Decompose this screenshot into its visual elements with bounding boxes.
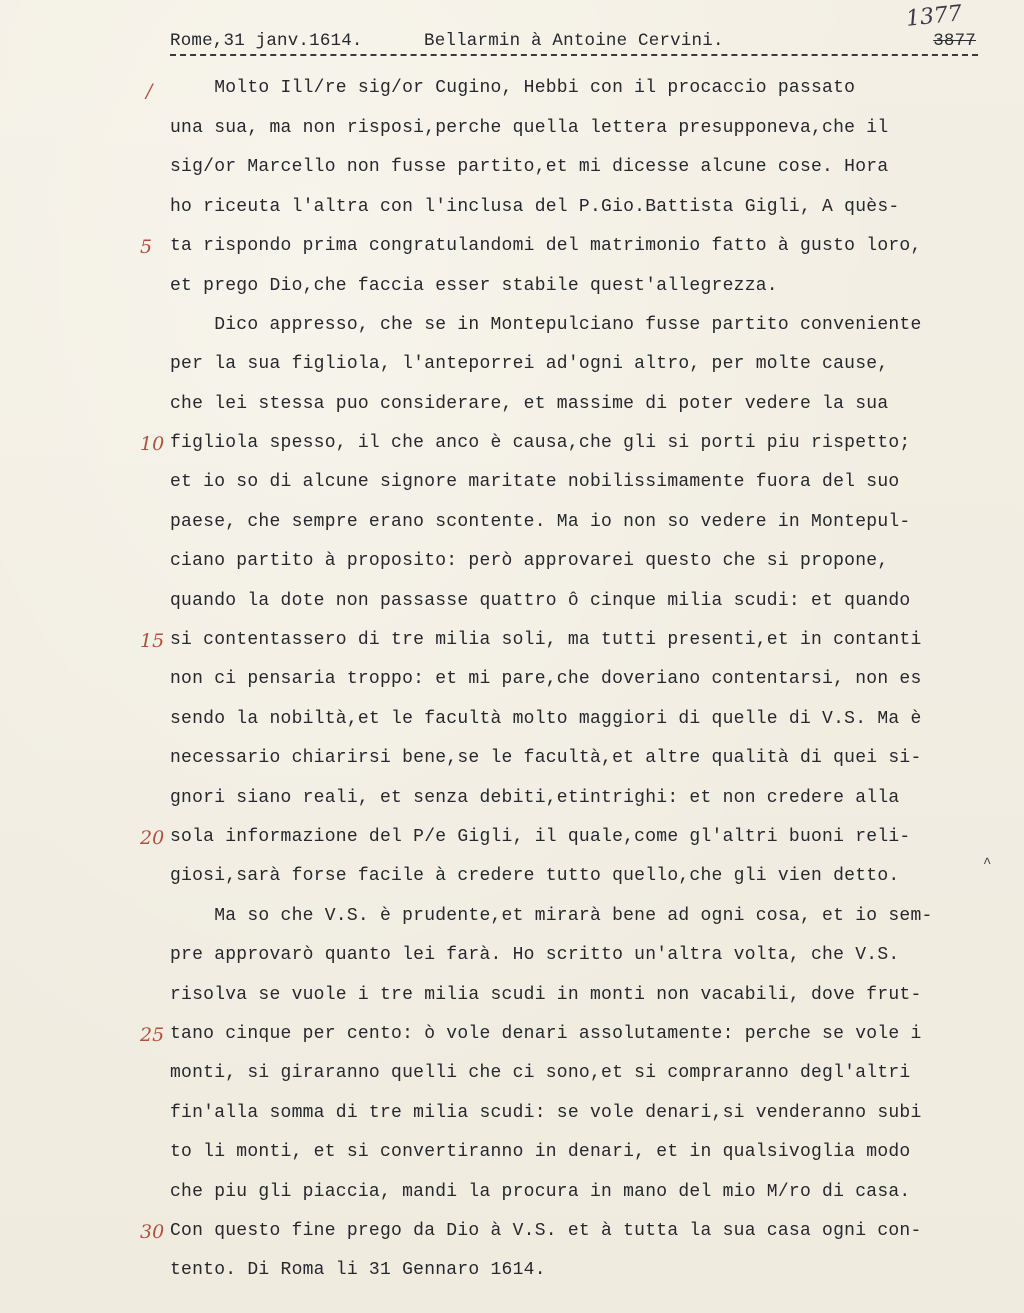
margin-line-number: / bbox=[146, 80, 153, 102]
letter-line: paese, che sempre erano scontente. Ma io non so vedere in Montepul- bbox=[170, 512, 911, 532]
letter-line: sendo la nobiltà,et le facultà molto maggiori di quelle di V.S. Ma è bbox=[170, 709, 922, 729]
letter-line: ciano partito à proposito: però approvarei questo che si propone, bbox=[170, 551, 889, 571]
letter-line: quando la dote non passasse quattro ô cinque milia scudi: et quando bbox=[170, 591, 911, 611]
header-folio-number: 3877 bbox=[933, 31, 976, 51]
letter-line: ho riceuta l'altra con l'inclusa del P.Gio.Battista Gigli, A quès- bbox=[170, 197, 900, 217]
margin-line-number: 5 bbox=[140, 236, 153, 258]
letter-line: et prego Dio,che faccia esser stabile quest'allegrezza. bbox=[170, 276, 778, 296]
letter-line: risolva se vuole i tre milia scudi in monti non vacabili, dove frut- bbox=[170, 985, 922, 1005]
letter-line: tano cinque per cento: ò vole denari assolutamente: perche se vole i bbox=[170, 1024, 922, 1044]
letter-line: che piu gli piaccia, mandi la procura in mano del mio M/ro di casa. bbox=[170, 1182, 911, 1202]
letter-line: figliola spesso, il che anco è causa,che gli si porti piu rispetto; bbox=[170, 433, 911, 453]
margin-line-number: 20 bbox=[140, 827, 165, 849]
margin-line-number: 25 bbox=[140, 1024, 165, 1046]
header-title: Bellarmin à Antoine Cervini. bbox=[424, 31, 724, 51]
letter-line: giosi,sarà forse facile à credere tutto quello,che gli vien detto. bbox=[170, 866, 900, 886]
letter-line: sig/or Marcello non fusse partito,et mi dicesse alcune cose. Hora bbox=[170, 157, 889, 177]
letter-line: Molto Ill/re sig/or Cugino, Hebbi con il procaccio passato bbox=[170, 78, 856, 98]
letter-line: che lei stessa puo considerare, et massime di poter vedere la sua bbox=[170, 394, 889, 414]
letter-line: to li monti, et si convertiranno in denari, et in qualsivoglia modo bbox=[170, 1142, 911, 1162]
letter-line: si contentassero di tre milia soli, ma tutti presenti,et in contanti bbox=[170, 630, 922, 650]
document-header bbox=[170, 30, 978, 56]
margin-line-number: 15 bbox=[140, 630, 165, 652]
margin-line-number: 30 bbox=[140, 1221, 165, 1243]
letter-line: ta rispondo prima congratulandomi del matrimonio fatto à gusto loro, bbox=[170, 236, 922, 256]
letter-line: necessario chiarirsi bene,se le facultà,et altre qualità di quei si- bbox=[170, 748, 922, 768]
insertion-caret-mark: ^ bbox=[983, 856, 992, 872]
letter-line: per la sua figliola, l'anteporrei ad'ogni altro, per molte cause, bbox=[170, 354, 889, 374]
letter-line: fin'alla somma di tre milia scudi: se vole denari,si venderanno subi bbox=[170, 1103, 922, 1123]
letter-line: Con questo fine prego da Dio à V.S. et à tutta la sua casa ogni con- bbox=[170, 1221, 922, 1241]
header-place-date: Rome,31 janv.1614. bbox=[170, 31, 363, 51]
margin-line-number: 10 bbox=[140, 433, 165, 455]
letter-line: sola informazione del P/e Gigli, il quale,come gl'altri buoni reli- bbox=[170, 827, 911, 847]
letter-line: monti, si giraranno quelli che ci sono,et si compraranno degl'altri bbox=[170, 1063, 911, 1083]
handwritten-folio-number: 1377 bbox=[904, 1, 964, 32]
letter-line: una sua, ma non risposi,perche quella lettera presupponeva,che il bbox=[170, 118, 889, 138]
letter-line: Ma so che V.S. è prudente,et mirarà bene ad ogni cosa, et io sem- bbox=[170, 906, 933, 926]
letter-line: tento. Di Roma li 31 Gennaro 1614. bbox=[170, 1260, 546, 1280]
letter-line: non ci pensaria troppo: et mi pare,che doveriano contentarsi, non es bbox=[170, 669, 922, 689]
letter-line: gnori siano reali, et senza debiti,etintrighi: et non credere alla bbox=[170, 788, 900, 808]
letter-line: Dico appresso, che se in Montepulciano fusse partito conveniente bbox=[170, 315, 922, 335]
letter-line: et io so di alcune signore maritate nobilissimamente fuora del suo bbox=[170, 472, 900, 492]
letter-line: pre approvarò quanto lei farà. Ho scritto un'altra volta, che V.S. bbox=[170, 945, 900, 965]
